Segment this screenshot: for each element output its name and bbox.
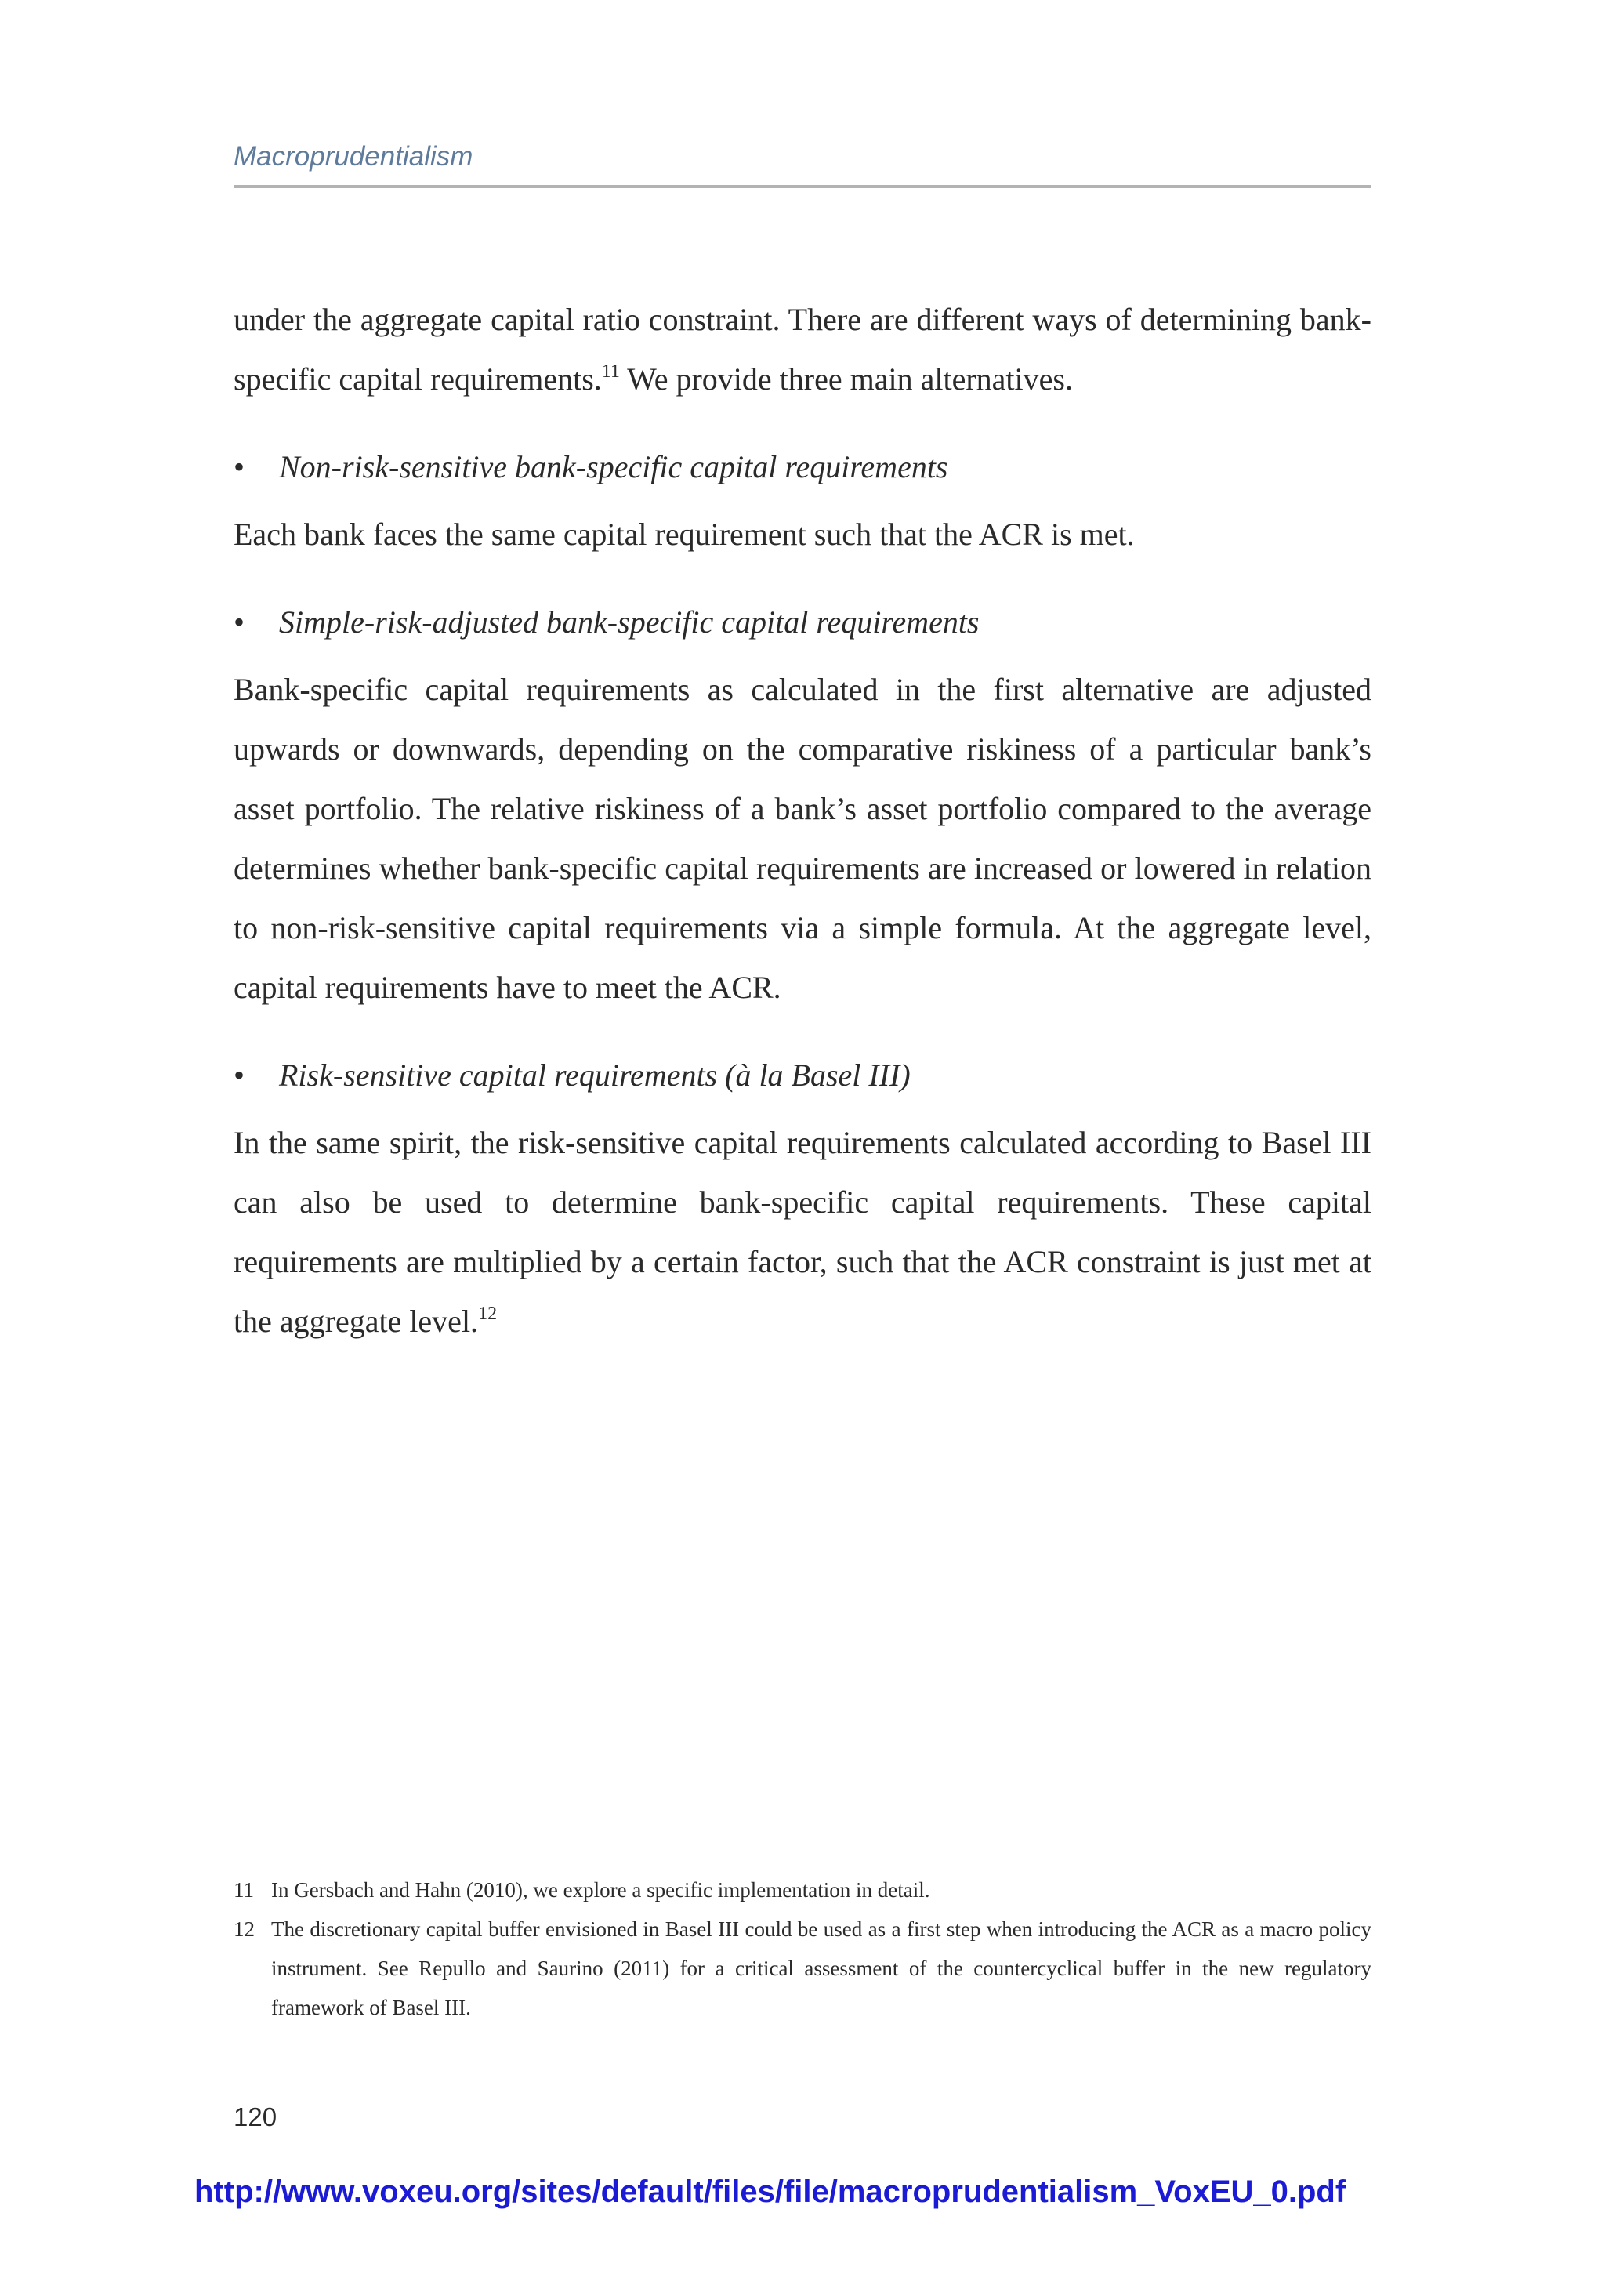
page-number: 120 bbox=[234, 2102, 277, 2131]
alternative-1-title: Non-risk-sensitive bank-specific capital requirements bbox=[279, 449, 948, 484]
alternative-3-text: In the same spirit, the risk-sensitive capital requirements calculated according to Basel III can also be used to determine bank-specific capital requirements. These capital requirements are multiplied by a certain factor, such that the ACR constraint is just met at the aggregate level. bbox=[234, 1125, 1371, 1339]
footnote-text: The discretionary capital buffer envisioned in Basel III could be used as a first step when introducing the ACR as a macro policy instrument. See Repullo and Saurino (2011) for a critical assessment of the countercyclical buffer in the new regulatory framework of Basel III. bbox=[271, 1917, 1371, 2019]
alternative-2-title: Simple-risk-adjusted bank-specific capital requirements bbox=[279, 604, 980, 640]
alternative-3-description bbox=[234, 1113, 1371, 1351]
footnote-ref-12[interactable]: 12 bbox=[478, 1304, 498, 1324]
intro-text-continued: We provide three main alternatives. bbox=[619, 361, 1073, 397]
main-text bbox=[234, 290, 1371, 1351]
bullet-icon: • bbox=[234, 449, 245, 484]
footnote-number: 11 bbox=[234, 1878, 254, 1902]
footnotes bbox=[234, 1870, 1371, 2027]
header-divider bbox=[234, 185, 1371, 188]
footnote-number: 12 bbox=[234, 1917, 255, 1941]
bullet-icon: • bbox=[234, 604, 245, 640]
footnote-text: In Gersbach and Hahn (2010), we explore a specific implementation in detail. bbox=[271, 1878, 930, 1902]
alternative-3-title: Risk-sensitive capital requirements (à la Basel III) bbox=[279, 1057, 911, 1093]
alternative-1-heading bbox=[234, 437, 1371, 497]
alternative-1-description: Each bank faces the same capital requirement such that the ACR is met. bbox=[234, 517, 1135, 552]
running-header-title: Macroprudentialism bbox=[234, 141, 473, 172]
footnote-11 bbox=[234, 1870, 1371, 1910]
alternative-3-heading bbox=[234, 1046, 1371, 1105]
footnote-12 bbox=[234, 1910, 1371, 2027]
intro-text: under the aggregate capital ratio constraint. There are different ways of determining bank-specific capital requirements. bbox=[234, 302, 1371, 397]
alternative-2-heading bbox=[234, 593, 1371, 652]
intro-paragraph bbox=[234, 290, 1371, 409]
footnote-ref-11[interactable]: 11 bbox=[601, 361, 620, 382]
alternative-2-description: Bank-specific capital requirements as calculated in the first alternative are adjusted upwards or downwards, depending on the comparative riskiness of a particular bank’s asset portfolio. The relative riskiness of a bank’s asset portfolio compared to the average determines whether bank-specific capital requirements are increased or lowered in relation to non-risk-sensitive capital requirements via a simple formula. At the aggregate level, capital requirements have to meet the ACR. bbox=[234, 672, 1371, 1005]
source-url-link[interactable]: http://www.voxeu.org/sites/default/files/file/macroprudentialism_VoxEU_0.pdf bbox=[194, 2174, 1346, 2209]
bullet-icon: • bbox=[234, 1057, 245, 1093]
